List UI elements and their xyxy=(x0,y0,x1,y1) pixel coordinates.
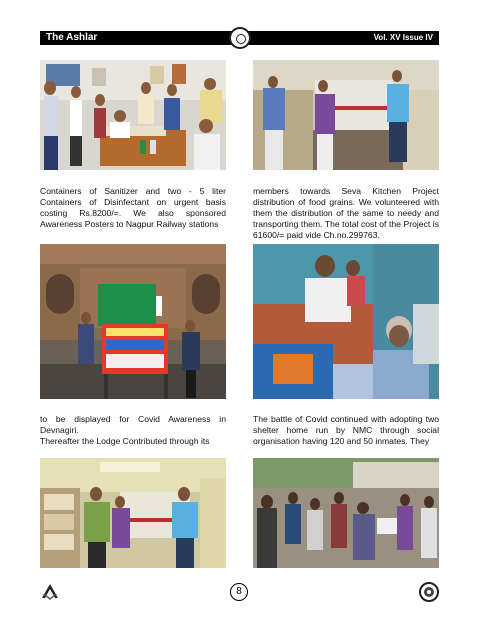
lodge-emblem-icon xyxy=(229,27,251,49)
photo-railway-poster xyxy=(40,244,226,399)
col2-para1: members towards Seva Kitchen Project distribution of food grains. We volunteered with them the distribution of the same to needy and transporting them. The total cost of the Project is 61600/= paid vide Ch.no.299763. xyxy=(253,186,439,240)
photo-outdoor-gathering-image xyxy=(253,458,439,568)
col2-para2: The battle of Covid continued with adopting two shelter home run by NMC through social organisation having 120 and 50 inmates. They xyxy=(253,414,439,446)
lodge-seal-icon xyxy=(419,582,439,602)
masonic-square-compass-icon xyxy=(40,582,60,602)
photo-shelter-home xyxy=(253,244,439,399)
photo-office-meeting xyxy=(40,60,226,170)
photo-food-distribution xyxy=(253,60,439,170)
masonic-square-compass-svg xyxy=(40,582,60,602)
col1-para2: to be displayed for Covid Awareness in Devnagiri. Thereafter the Lodge Contributed through its xyxy=(40,414,226,446)
newsletter-title: The Ashlar xyxy=(46,32,98,43)
photo-ration-handover xyxy=(40,458,226,568)
lodge-seal-svg xyxy=(419,582,439,602)
page-number: 8 xyxy=(230,583,248,601)
photo-shelter-home-image xyxy=(253,244,439,399)
photo-office-meeting-image xyxy=(40,60,226,170)
photo-railway-poster-image xyxy=(40,244,226,399)
photo-outdoor-gathering xyxy=(253,458,439,568)
col1-para1: Containers of Sanitizer and two - 5 liter Containers of Disinfectant on urgent basis costing Rs.8200/=. We also sponsored Awareness Posters to Nagpur Railway stations xyxy=(40,186,226,229)
photo-food-distribution-image xyxy=(253,60,439,170)
issue-label: Vol. XV Issue IV xyxy=(373,33,433,42)
photo-ration-handover-image xyxy=(40,458,226,568)
